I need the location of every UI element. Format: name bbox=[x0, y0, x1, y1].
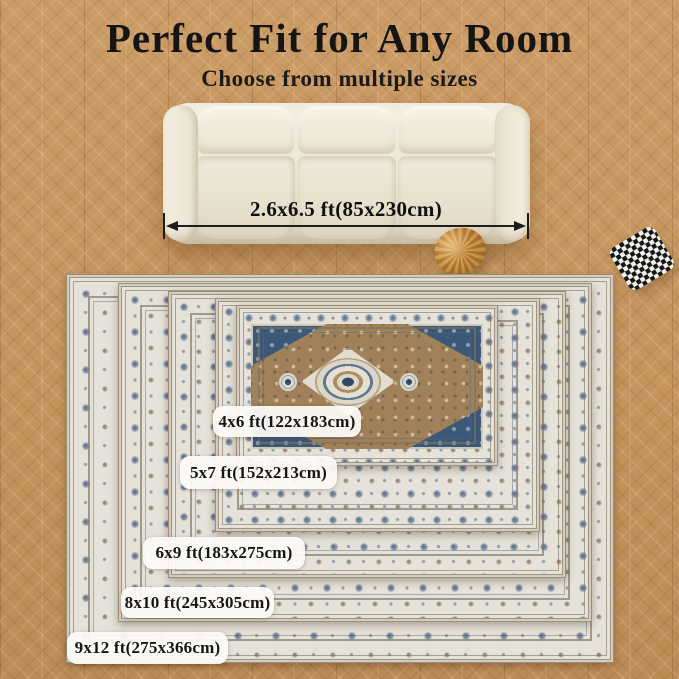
rug-layer-4x6 bbox=[236, 305, 498, 466]
dimension-end-tick-right bbox=[527, 213, 529, 239]
houndstooth-pillow bbox=[607, 224, 677, 293]
size-label-6x9: 6x9 ft(183x275cm) bbox=[143, 537, 305, 569]
page-title: Perfect Fit for Any Room bbox=[105, 15, 574, 61]
size-label-8x10: 8x10 ft(245x305cm) bbox=[121, 587, 274, 618]
sofa-dimension-label: 2.6x6.5 ft(85x230cm) bbox=[249, 197, 443, 221]
sofa-back-cushion bbox=[196, 106, 295, 154]
sofa-back-cushion bbox=[398, 106, 497, 154]
sofa-top-view bbox=[163, 103, 530, 244]
size-label-9x12: 9x12 ft(275x366cm) bbox=[67, 632, 228, 664]
sofa-back-cushion bbox=[297, 106, 396, 154]
size-label-4x6: 4x6 ft(122x183cm) bbox=[213, 406, 361, 437]
rug-side-ornament-right bbox=[400, 373, 418, 391]
page-subtitle: Choose from multiple sizes bbox=[201, 66, 478, 91]
dimension-end-tick-left bbox=[163, 213, 165, 239]
size-label-5x7: 5x7 ft(152x213cm) bbox=[180, 456, 337, 489]
dimension-arrow bbox=[168, 225, 524, 227]
rug-side-ornament-left bbox=[279, 373, 297, 391]
